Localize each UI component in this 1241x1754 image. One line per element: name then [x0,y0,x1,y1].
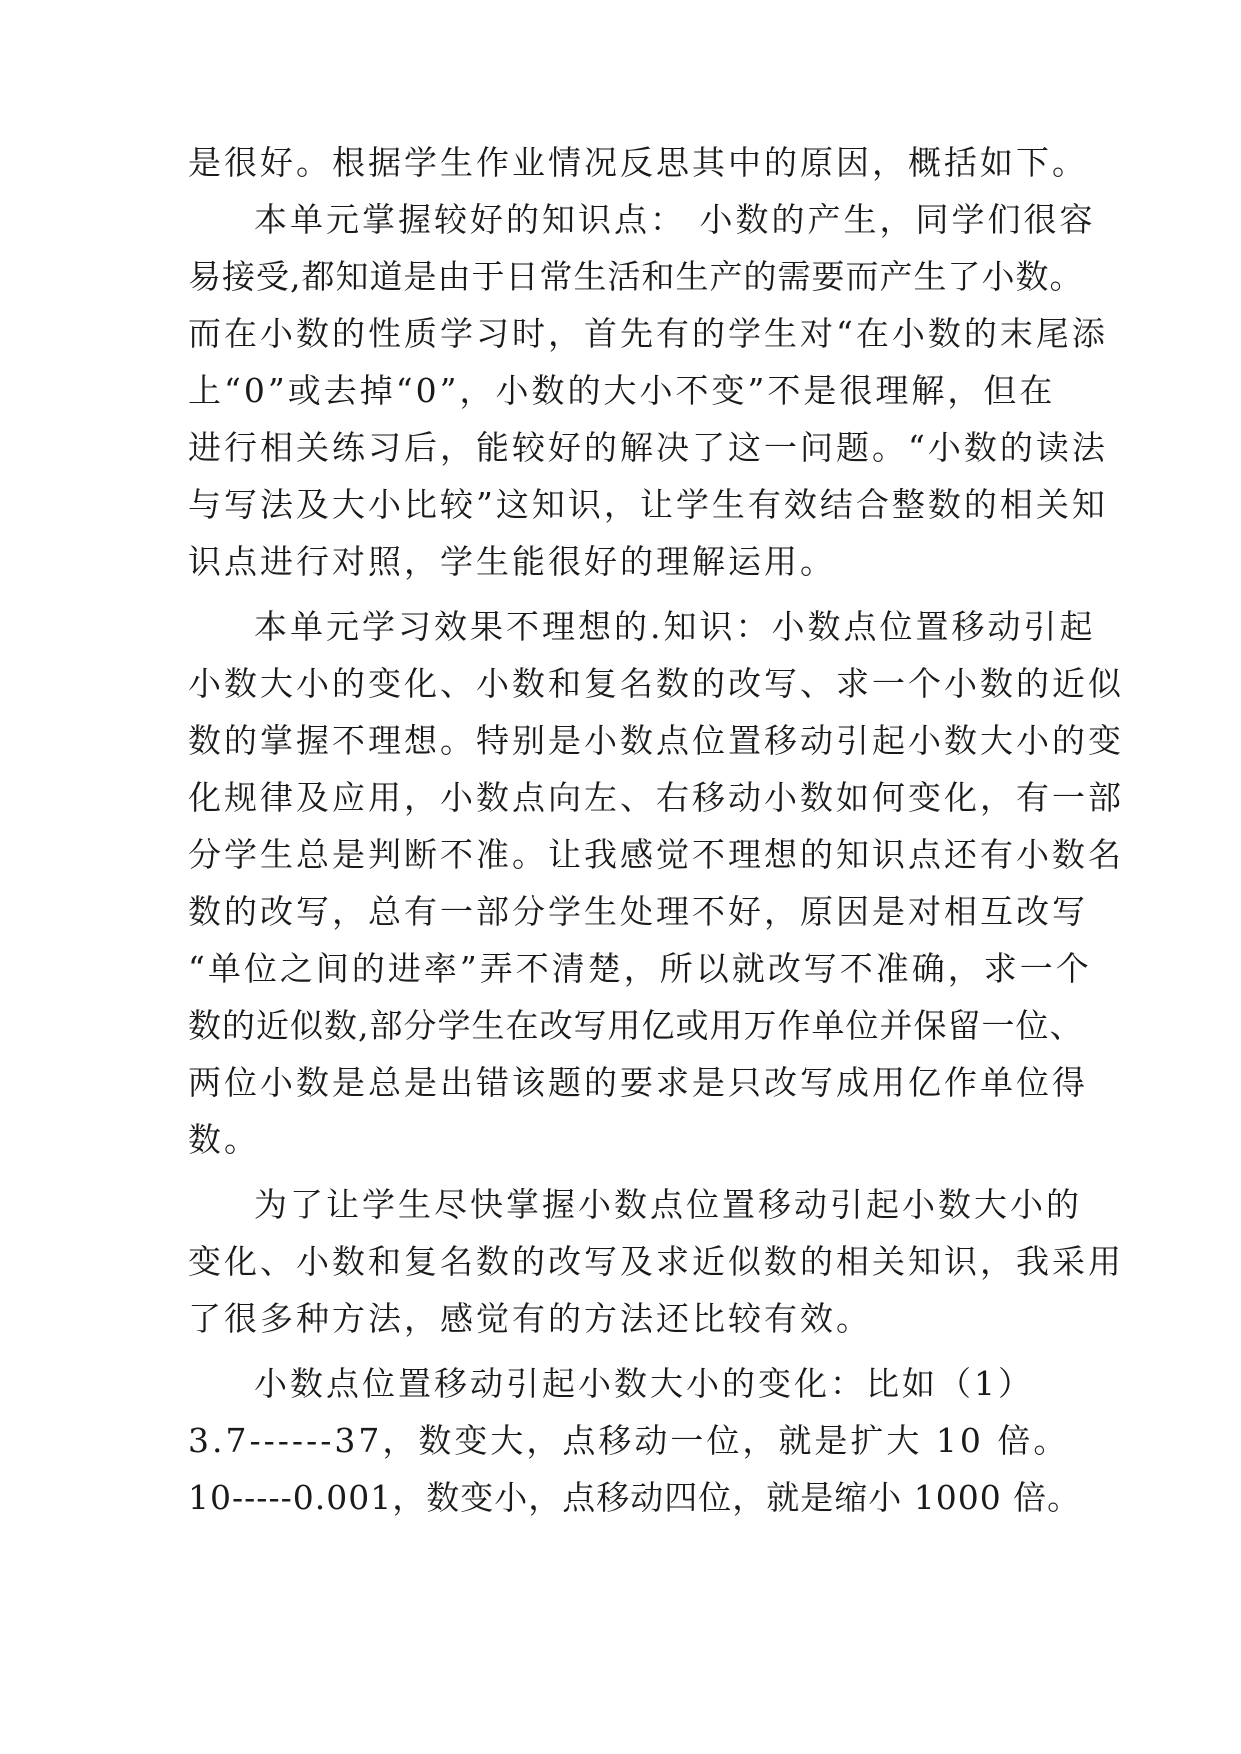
paragraph-line: 化规律及应用，小数点向左、右移动小数如何变化，有一部 [188,778,1124,817]
paragraph-line: 10-----0.001，数变小，点移动四位，就是缩小 1000 倍。 [188,1478,1082,1517]
paragraph-line: 本单元掌握较好的知识点： 小数的产生，同学们很容 [254,200,1096,239]
paragraph-line: 易接受,都知道是由于日常生活和生产的需要而产生了小数。 [188,257,1084,296]
paragraph-line: 为了让学生尽快掌握小数点位置移动引起小数大小的 [254,1185,1082,1224]
paragraph-line: 上“0”或去掉“0”，小数的大小不变”不是很理解，但在 [188,371,1056,410]
paragraph-line: 识点进行对照，学生能很好的理解运用。 [188,542,836,581]
paragraph-line: 数。 [188,1120,260,1159]
paragraph-line: 进行相关练习后，能较好的解决了这一问题。“小数的读法 [188,428,1108,467]
paragraph-line: 而在小数的性质学习时，首先有的学生对“在小数的末尾添 [188,314,1108,353]
paragraph-line: 了很多种方法，感觉有的方法还比较有效。 [188,1299,872,1338]
paragraph-line: 是很好。根据学生作业情况反思其中的原因，概括如下。 [188,143,1088,182]
paragraph-line: 数的掌握不理想。特别是小数点位置移动引起小数大小的变 [188,721,1124,760]
paragraph-line: 本单元学习效果不理想的.知识：小数点位置移动引起 [254,607,1096,646]
paragraph-line: 数的改写，总有一部分学生处理不好，原因是对相互改写 [188,892,1088,931]
paragraph-line: 数的近似数,部分学生在改写用亿或用万作单位并保留一位、 [188,1006,1084,1045]
paragraph-line: 两位小数是总是出错该题的要求是只改写成用亿作单位得 [188,1063,1088,1102]
paragraph-line: 变化、小数和复名数的改写及求近似数的相关知识，我采用 [188,1242,1124,1281]
paragraph-line: 小数大小的变化、小数和复名数的改写、求一个小数的近似 [188,664,1124,703]
paragraph-line: 与写法及大小比较”这知识，让学生有效结合整数的相关知 [188,485,1108,524]
paragraph-line: 分学生总是判断不准。让我感觉不理想的知识点还有小数名 [188,835,1124,874]
paragraph-line: 小数点位置移动引起小数大小的变化：比如（1） [254,1364,1034,1403]
paragraph-line: 3.7------37，数变大，点移动一位，就是扩大 10 倍。 [188,1421,1070,1460]
paragraph-line: “单位之间的进率”弄不清楚，所以就改写不准确，求一个 [188,949,1092,988]
